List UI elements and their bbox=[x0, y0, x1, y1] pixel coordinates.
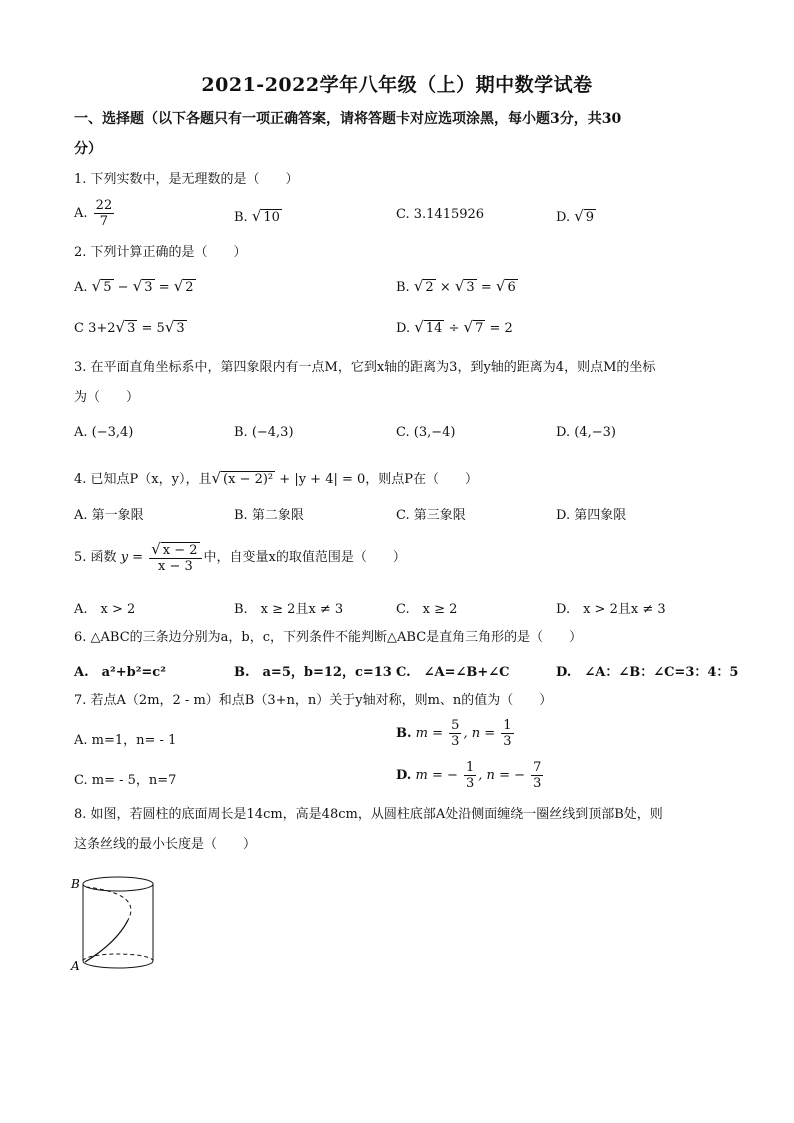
cylinder-top bbox=[83, 877, 153, 891]
numerator: 1 bbox=[466, 760, 475, 775]
radicand: 7 bbox=[475, 321, 484, 336]
question-7-option-d bbox=[396, 760, 545, 791]
question-6-option-b: B. a=5，b=12，c=13 bbox=[234, 665, 392, 680]
expression: 3+2 bbox=[88, 321, 116, 336]
radicand: 3 bbox=[176, 321, 185, 336]
option-label: A. bbox=[74, 280, 88, 295]
radicand: 9 bbox=[585, 210, 595, 225]
numerator: 7 bbox=[533, 760, 542, 775]
option-label: A. bbox=[74, 206, 88, 221]
fraction bbox=[94, 198, 115, 229]
radical: √ 2 bbox=[413, 277, 434, 295]
numerator bbox=[149, 539, 201, 559]
stem-text: 5. 函数 bbox=[74, 550, 117, 565]
question-7-option-b bbox=[396, 718, 516, 749]
radicand: (x − 2)² bbox=[223, 472, 274, 487]
denominator: 7 bbox=[99, 214, 109, 229]
fraction bbox=[149, 539, 201, 574]
denominator: 3 bbox=[533, 776, 542, 791]
page-title: 2021-2022学年八年级（上）期中数学试卷 bbox=[201, 74, 593, 96]
operator: − bbox=[117, 280, 129, 295]
radicand: x − 2 bbox=[162, 542, 198, 558]
question-6-stem: 6. △ABC的三条边分别为a，b，c，下列条件不能判断△ABC是直角三角形的是（ ） bbox=[74, 630, 583, 645]
question-4-option-b: B. 第二象限 bbox=[234, 508, 304, 523]
radicand: 6 bbox=[507, 280, 516, 295]
section-heading-line2: 分） bbox=[74, 141, 102, 157]
question-3-line1: 3. 在平面直角坐标系中，第四象限内有一点M，它到x轴的距离为3，到y轴的距离为4，则点M的坐标 bbox=[74, 360, 656, 375]
variable-m: m = bbox=[415, 726, 444, 741]
question-8-line2: 这条丝线的最小长度是（ ） bbox=[74, 837, 257, 852]
question-6-option-a: A. a²+b²=c² bbox=[74, 665, 166, 680]
denominator: 3 bbox=[466, 776, 475, 791]
question-1-option-a bbox=[74, 198, 116, 229]
question-8-line1: 8. 如图，若圆柱的底面周长是14cm，高是48cm，从圆柱底部A处沿侧面缠绕一圈丝线到顶部B处，则 bbox=[74, 807, 663, 822]
point-b-label: B bbox=[71, 877, 80, 891]
point-a-label: A bbox=[71, 959, 80, 973]
question-2-option-a bbox=[74, 277, 196, 295]
question-7-option-a: A. m=1，n= - 1 bbox=[74, 733, 177, 748]
question-3-option-a: A. (−3,4) bbox=[74, 425, 134, 440]
question-5-stem bbox=[74, 538, 724, 578]
option-label: B. bbox=[234, 210, 248, 225]
cylinder-bottom-back bbox=[83, 954, 153, 961]
variable-n: , n = − bbox=[478, 768, 525, 783]
question-1-option-b bbox=[234, 207, 282, 225]
radical: √ 6 bbox=[495, 277, 516, 295]
option-label: B. bbox=[396, 280, 410, 295]
radical: √ 3 bbox=[164, 318, 185, 336]
radical: √ 3 bbox=[454, 277, 475, 295]
equals: = bbox=[480, 280, 492, 295]
thread-front bbox=[85, 920, 128, 962]
stem-text: ，则点P在（ ） bbox=[365, 472, 479, 487]
stem-text: 中，自变量x的取值范围是（ ） bbox=[203, 550, 406, 565]
radical: √ 5 bbox=[91, 277, 112, 295]
denominator: 3 bbox=[451, 734, 460, 749]
radicand: 3 bbox=[466, 280, 475, 295]
variable-n: , n = bbox=[463, 726, 496, 741]
function-name: y = bbox=[120, 550, 144, 565]
question-3-option-c: C. (3,−4) bbox=[396, 425, 456, 440]
question-7-option-c: C. m= - 5，n=7 bbox=[74, 773, 177, 788]
question-4-stem bbox=[74, 463, 724, 495]
equals: = bbox=[158, 280, 170, 295]
option-label: D. bbox=[396, 768, 412, 783]
fraction bbox=[531, 760, 543, 791]
fraction bbox=[464, 760, 476, 791]
denominator: 3 bbox=[503, 734, 512, 749]
option-label: C bbox=[74, 321, 84, 336]
question-4-option-d: D. 第四象限 bbox=[556, 508, 627, 523]
question-5-option-b: B. x ≥ 2且x ≠ 3 bbox=[234, 602, 344, 617]
option-label: D. bbox=[396, 321, 411, 336]
radical: √ 3 bbox=[115, 318, 136, 336]
radical: √ 3 bbox=[132, 277, 153, 295]
question-5-option-c: C. x ≥ 2 bbox=[396, 602, 458, 617]
question-2-option-b bbox=[396, 277, 518, 295]
radicand: 2 bbox=[425, 280, 434, 295]
question-3-option-d: D. (4,−3) bbox=[556, 425, 616, 440]
radical: √ (x − 2)² bbox=[211, 469, 274, 487]
cylinder-figure bbox=[68, 868, 168, 982]
cylinder-diagram bbox=[68, 868, 168, 978]
question-4-option-c: C. 第三象限 bbox=[396, 508, 466, 523]
equals: = 5 bbox=[141, 321, 165, 336]
numerator: 1 bbox=[503, 718, 512, 733]
radicand: 10 bbox=[263, 210, 280, 225]
radical: √ 9 bbox=[574, 207, 595, 225]
radical: √ 14 bbox=[414, 318, 443, 336]
option-label: B. bbox=[396, 726, 412, 741]
operator: × bbox=[439, 280, 451, 295]
radicand: 3 bbox=[127, 321, 136, 336]
thread-back bbox=[86, 887, 131, 920]
radical: √ x − 2 bbox=[151, 539, 198, 558]
numerator: 22 bbox=[95, 198, 113, 213]
radical: √ 2 bbox=[173, 277, 194, 295]
question-4-option-a: A. 第一象限 bbox=[74, 508, 144, 523]
question-1-option-d bbox=[556, 207, 596, 225]
question-2-stem: 2. 下列计算正确的是（ ） bbox=[74, 245, 247, 260]
operator: ÷ bbox=[448, 321, 460, 336]
radicand: 5 bbox=[103, 280, 112, 295]
question-7-stem: 7. 若点A（2m，2 - m）和点B（3+n，n）关于y轴对称，则m、n的值为（ ） bbox=[74, 693, 553, 708]
question-1-stem: 1. 下列实数中，是无理数的是（ ） bbox=[74, 172, 299, 187]
denominator: x − 3 bbox=[157, 558, 193, 574]
fraction bbox=[449, 718, 461, 749]
numerator: 5 bbox=[451, 718, 460, 733]
section-heading-line1: 一、选择题（以下各题只有一项正确答案，请将答题卡对应选项涂黑，每小题3分，共30 bbox=[74, 111, 622, 127]
question-6-option-c: C. ∠A=∠B+∠C bbox=[396, 665, 510, 680]
option-label: D. bbox=[556, 210, 571, 225]
radical: √ 10 bbox=[251, 207, 280, 225]
cylinder-bottom-front bbox=[83, 961, 153, 968]
question-1-option-c: C. 3.1415926 bbox=[396, 207, 485, 222]
question-2-option-c bbox=[74, 318, 187, 336]
stem-text: 4. 已知点P（x，y），且 bbox=[74, 472, 212, 487]
radicand: 14 bbox=[425, 321, 443, 336]
question-5-option-a: A. x > 2 bbox=[74, 602, 136, 617]
question-3-line2: 为（ ） bbox=[74, 390, 140, 405]
question-2-option-d bbox=[396, 318, 513, 336]
fraction bbox=[501, 718, 513, 749]
question-6-option-d: D. ∠A：∠B：∠C=3：4：5 bbox=[556, 665, 739, 680]
variable-m: m = − bbox=[415, 768, 458, 783]
question-5-option-d: D. x > 2且x ≠ 3 bbox=[556, 602, 666, 617]
radicand: 3 bbox=[144, 280, 153, 295]
radical: √ 7 bbox=[463, 318, 484, 336]
equals: = 2 bbox=[489, 321, 513, 336]
question-3-option-b: B. (−4,3) bbox=[234, 425, 294, 440]
radicand: 2 bbox=[185, 280, 194, 295]
expression: + |y + 4| = 0 bbox=[279, 472, 366, 487]
